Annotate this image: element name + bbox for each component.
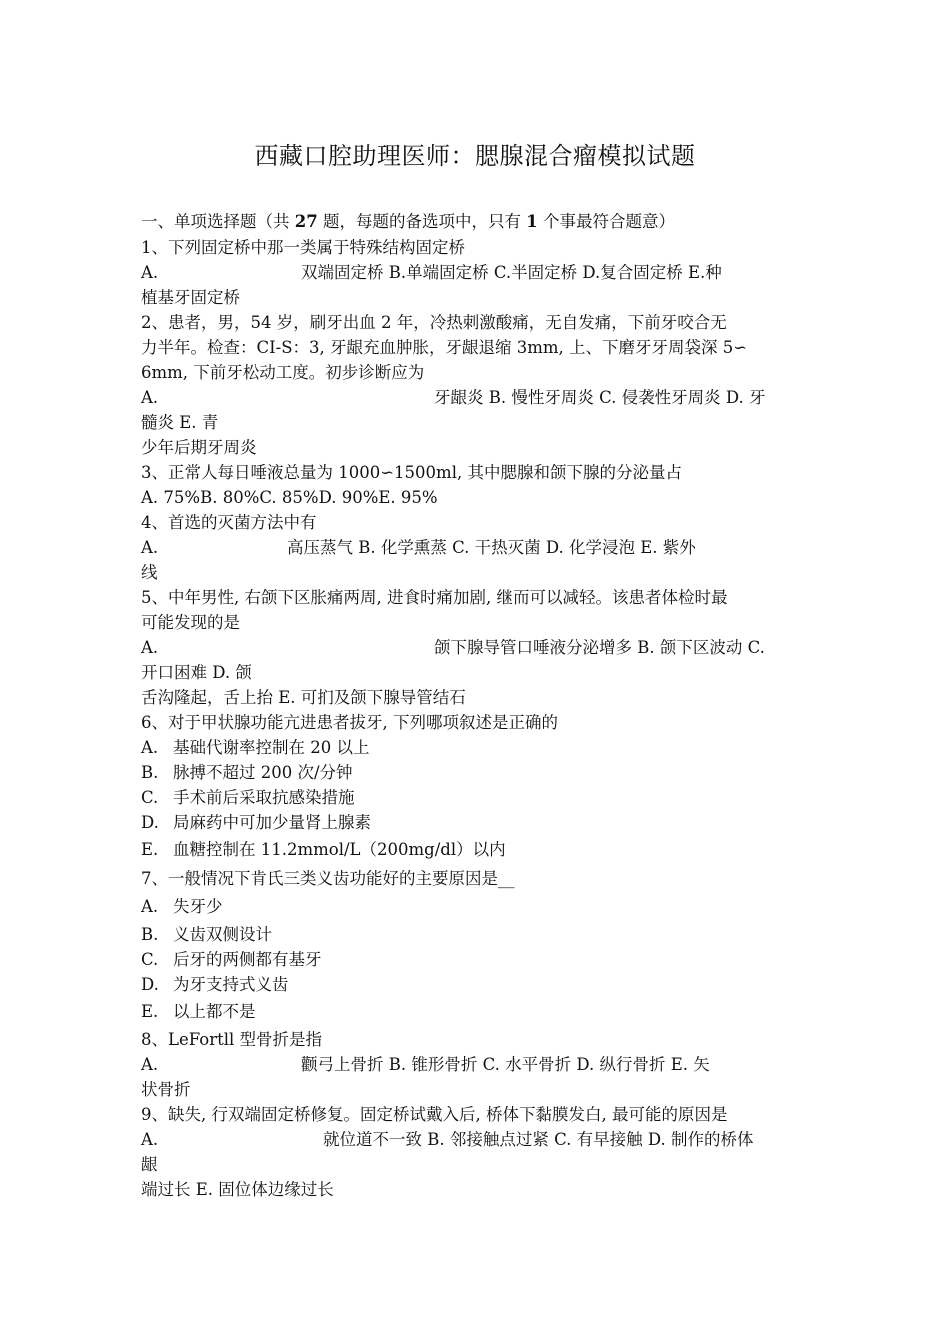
question-7-option-b: B. 义齿双侧设计 <box>141 925 272 944</box>
question-4-options-cont: 线 <box>141 563 158 582</box>
question-2-options: 牙龈炎 B. 慢性牙周炎 C. 侵袭性牙周炎 D. 牙 <box>434 388 766 407</box>
question-8-options: 颧弓上骨折 B. 锥形骨折 C. 水平骨折 D. 纵行骨折 E. 矢 <box>301 1055 710 1074</box>
question-5-stem-line1: 5、中年男性, 右颌下区胀痛两周, 进食时痛加剧, 继而可以减轻。该患者体检时最 <box>141 588 728 607</box>
section-heading: 一、单项选择题（共 27 题，每题的备选项中，只有 1 个事最符合题意） <box>141 212 675 231</box>
question-6-option-b: B. 脉搏不超过 200 次/分钟 <box>141 763 353 782</box>
question-5-options-cont2: 舌沟隆起，舌上抬 E. 可扪及颌下腺导管结石 <box>141 688 466 707</box>
question-7-stem: 7、一般情况下肯氏三类义齿功能好的主要原因是__ <box>141 869 515 888</box>
question-2-stem-line3: 6mm, 下前牙松动工度。初步诊断应为 <box>141 363 425 382</box>
question-4-stem: 4、首选的灭菌方法中有 <box>141 513 317 532</box>
question-7-option-c: C. 后牙的两侧都有基牙 <box>141 950 322 969</box>
question-1-options-cont: 植基牙固定桥 <box>141 288 240 307</box>
question-9-options-cont1: 龈 <box>141 1155 158 1174</box>
question-4-lead: A. <box>141 538 159 557</box>
question-9-stem: 9、缺失, 行双端固定桥修复。固定桥试戴入后, 桥体下黏膜发白, 最可能的原因是 <box>141 1105 728 1124</box>
document-title: 西藏口腔助理医师：腮腺混合瘤模拟试题 <box>254 142 696 170</box>
question-6-option-a: A. 基础代谢率控制在 20 以上 <box>141 738 370 757</box>
question-6-option-d: D. 局麻药中可加少量肾上腺素 <box>141 813 371 832</box>
question-2-lead: A. <box>141 388 159 407</box>
question-3-stem: 3、正常人每日唾液总量为 1000∽1500ml, 其中腮腺和颌下腺的分泌量占 <box>141 463 682 482</box>
question-5-lead: A. <box>141 638 159 657</box>
question-9-lead: A. <box>141 1130 159 1149</box>
question-5-options: 颌下腺导管口唾液分泌增多 B. 颌下区波动 C. <box>434 638 765 657</box>
question-9-options-cont2: 端过长 E. 固位体边缘过长 <box>141 1180 334 1199</box>
question-1-lead: A. <box>141 263 159 282</box>
question-1-stem: 1、下列固定桥中那一类属于特殊结构固定桥 <box>141 238 465 257</box>
question-2-options-cont1: 髓炎 E. 青 <box>141 413 219 432</box>
question-5-options-cont1: 开口困难 D. 颌 <box>141 663 252 682</box>
question-7-option-d: D. 为牙支持式义齿 <box>141 975 289 994</box>
question-3-options: A. 75%B. 80%C. 85%D. 90%E. 95% <box>141 488 438 507</box>
question-6-stem: 6、对于甲状腺功能亢进患者拔牙, 下列哪项叙述是正确的 <box>141 713 558 732</box>
question-6-option-c: C. 手术前后采取抗感染措施 <box>141 788 355 807</box>
question-8-options-cont: 状骨折 <box>141 1080 191 1099</box>
question-8-lead: A. <box>141 1055 159 1074</box>
question-2-options-cont2: 少年后期牙周炎 <box>141 438 257 457</box>
question-5-stem-line2: 可能发现的是 <box>141 613 240 632</box>
question-2-stem-line2: 力半年。检查：CI-S：3, 牙龈充血肿胀，牙龈退缩 3mm, 上、下磨牙牙周袋深 5∽ <box>141 338 748 357</box>
question-7-option-e: E. 以上都不是 <box>141 1002 256 1021</box>
question-8-stem: 8、LeFortll 型骨折是指 <box>141 1030 323 1049</box>
question-7-option-a: A. 失牙少 <box>141 897 223 916</box>
question-1-options: 双端固定桥 B.单端固定桥 C.半固定桥 D.复合固定桥 E.种 <box>301 263 722 282</box>
question-9-options: 就位道不一致 B. 邻接触点过紧 C. 有早接触 D. 制作的桥体 <box>323 1130 754 1149</box>
question-2-stem-line1: 2、患者，男，54 岁，刷牙出血 2 年，冷热刺激酸痛，无自发痛，下前牙咬合无 <box>141 313 727 332</box>
question-6-option-e: E. 血糖控制在 11.2mmol/L（200mg/dl）以内 <box>141 840 506 859</box>
question-4-options: 高压蒸气 B. 化学熏蒸 C. 干热灭菌 D. 化学浸泡 E. 紫外 <box>287 538 696 557</box>
